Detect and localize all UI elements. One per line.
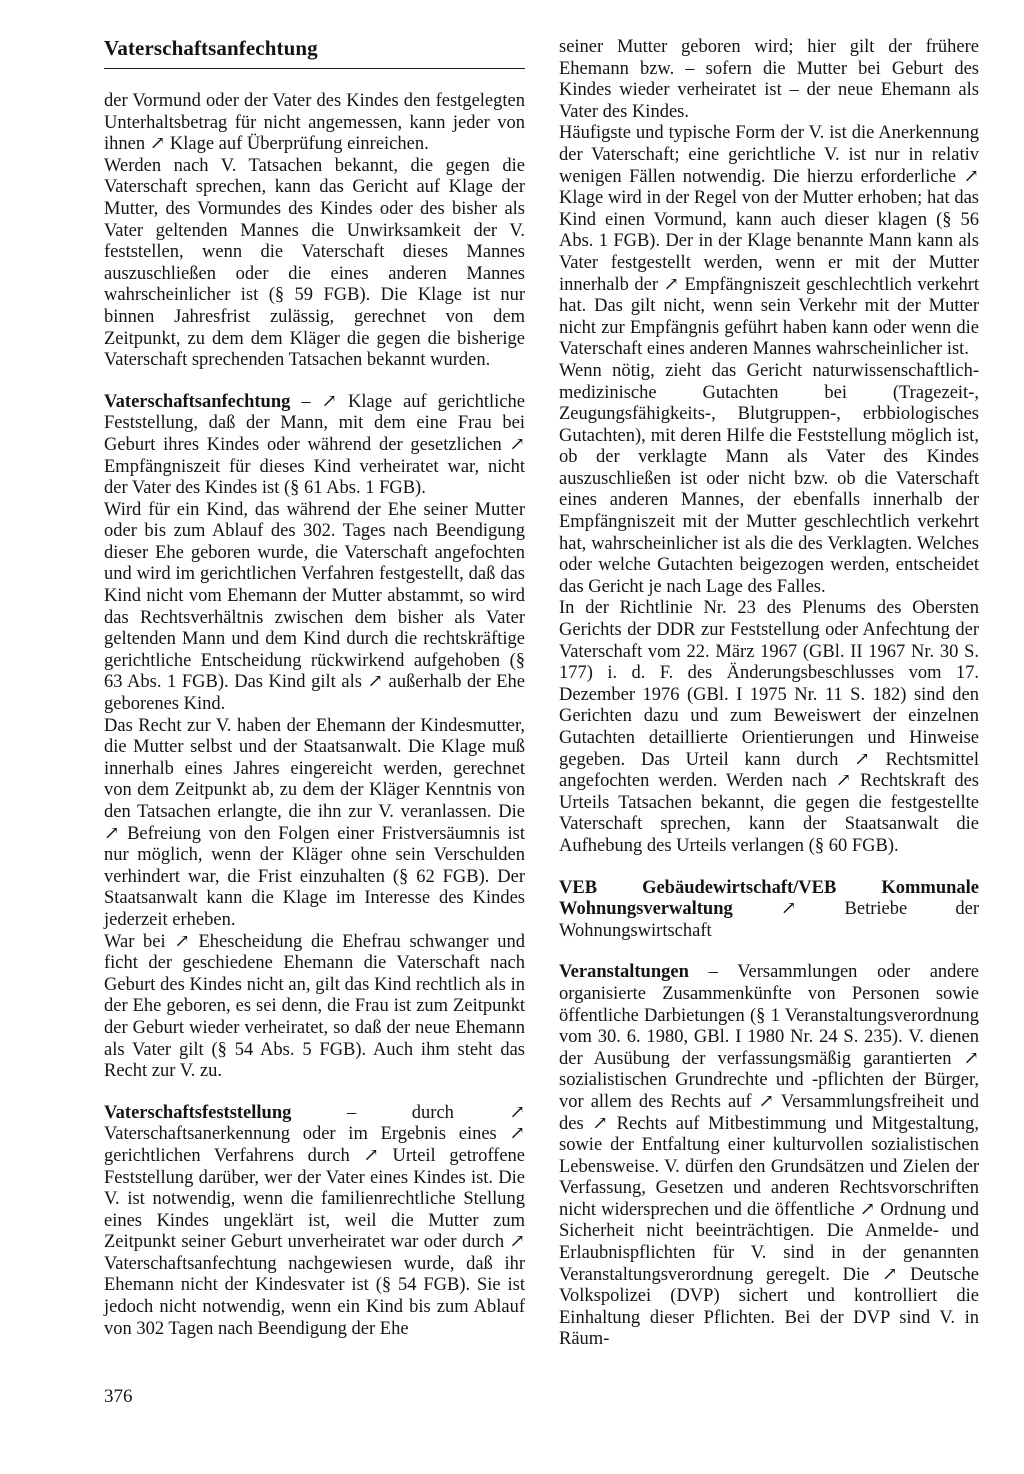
- page-number: 376: [104, 1386, 133, 1407]
- left-column: [104, 91, 525, 1340]
- paragraph: War bei ↗ Ehescheidung die Ehefrau schwanger und ficht der geschiedene Ehemann die Vaterschaft nach Geburt des Kindes nicht an, gilt das Kind rechtlich als in der Ehe geboren, es sei denn, die Frau ist zum Zeitpunkt der Geburt wieder verheiratet, so daß der neue Ehemann als Vater gilt (§ 54 Abs. 5 FGB). Auch ihm steht das Recht zur V. zu.: [104, 931, 525, 1082]
- entry-text: – durch ↗ Vaterschaftsanerkennung oder im Ergebnis eines ↗ gerichtlichen Verfahrens durch ↗ Urteil getroffene Feststellung darüber, wer der Vater eines Kindes ist. Die V. ist notwendig, wenn die familienrechtliche Stellung eines Kindes ungeklärt ist, weil die Mutter zum Zeitpunkt seiner Geburt unverheiratet war oder durch ↗ Vaterschaftsanfechtung nachgewiesen wurde, daß ihr Ehemann nicht der Kindesvater ist (§ 54 FGB). Sie ist jedoch nicht notwendig, wenn ein Kind bis zum Ablauf von 302 Tagen nach Beendigung der Ehe: [104, 1102, 525, 1339]
- entry-headword: VEB Gebäudewirtschaft/VEB Kommunale Wohnungsverwaltung: [559, 877, 979, 920]
- entry-text: – ↗ Klage auf gerichtliche Feststellung, daß der Mann, mit dem eine Frau bei Geburt ihres Kindes oder während der gesetzlichen ↗ Empfängniszeit für dieses Kind verheiratet war, nicht der Vater des Kindes ist (§ 61 Abs. 1 FGB).: [104, 391, 525, 499]
- paragraph: Wird für ein Kind, das während der Ehe seiner Mutter oder bis zum Ablauf des 302. Tages nach Beendigung dieser Ehe geboren wurde, die Vaterschaft angefochten und wird im gerichtlichen Verfahren festgestellt, daß das Kind nicht vom Ehemann der Mutter abstammt, so wird das Rechtsverhältnis zwischen dem bisher als Vater geltenden Mann und dem Kind durch die rechtskräftige gerichtliche Entscheidung rückwirkend aufgehoben (§ 63 Abs. 1 FGB). Das Kind gilt als ↗ außerhalb der Ehe geborenes Kind.: [104, 499, 525, 715]
- entry-text: ↗ Betriebe der Wohnungswirtschaft: [559, 899, 979, 941]
- paragraph: der Vormund oder der Vater des Kindes den festgelegten Unterhaltsbetrag für nicht angemessen, kann jeder von ihnen ↗ Klage auf Überprüfung einreichen.: [104, 91, 525, 155]
- entry-vaterschaftsanfechtung: [104, 392, 525, 500]
- paragraph: Häufigste und typische Form der V. ist die Anerkennung der Vaterschaft; eine gerichtliche V. ist nur in relativ wenigen Fällen notwendig. Die hierzu erforderliche ↗ Klage wird in der Regel von der Mutter erhoben; hat das Kind einen Vormund, kann auch dieser klagen (§ 56 Abs. 1 FGB). Der in der Klage benannte Mann kann als Vater festgestellt werden, wenn er mit der Mutter innerhalb der ↗ Empfängniszeit geschlechtlich verkehrt hat. Das gilt nicht, wenn sein Verkehr mit der Mutter nicht zur Empfängnis geführt haben kann oder wenn die Vaterschaft eines anderen Mannes wahrscheinlicher ist.: [559, 123, 979, 360]
- running-head-title: Vaterschaftsanfechtung: [104, 36, 318, 60]
- entry-headword: Veranstaltungen: [559, 962, 689, 983]
- entry-veb-gebaeudewirtschaft: [559, 878, 979, 943]
- right-column: [559, 37, 979, 1351]
- paragraph: In der Richtlinie Nr. 23 des Plenums des Obersten Gerichts der DDR zur Feststellung oder Anfechtung der Vaterschaft vom 22. März 1967 (GBl. II 1967 Nr. 30 S. 177) i. d. F. des Änderungsbeschlusses vom 17. Dezember 1976 (GBl. I 1975 Nr. 11 S. 182) sind den Gerichten dazu und zum Beweiswert der einzelnen Gutachten detaillierte Orientierungen und Hinweise gegeben. Das Urteil kann durch ↗ Rechtsmittel angefochten werden. Werden nach ↗ Rechtskraft des Urteils Tatsachen bekannt, die gegen die festgestellte Vaterschaft sprechen, kann der Staatsanwalt die Aufhebung des Urteils verlangen (§ 60 FGB).: [559, 598, 979, 856]
- entry-headword: Vaterschaftsanfechtung: [104, 391, 291, 412]
- paragraph: seiner Mutter geboren wird; hier gilt der frühere Ehemann bzw. – sofern die Mutter bei Geburt des Kindes wieder verheiratet ist – der neue Ehemann als Vater des Kindes.: [559, 37, 979, 122]
- header-rule: [104, 68, 525, 69]
- paragraph: Werden nach V. Tatsachen bekannt, die gegen die Vaterschaft sprechen, kann das Gericht auf Klage der Mutter, des Vormundes des Kindes oder des bisher als Vater geltenden Mannes die Unwirksamkeit der V. feststellen, wenn die Vaterschaft dieses Mannes auszuschließen oder die eines anderen Mannes wahrscheinlicher ist (§ 59 FGB). Die Klage ist nur binnen Jahresfrist zulässig, gerechnet von dem Zeitpunkt, zu dem dem Kläger die gegen die bisherige Vaterschaft sprechenden Tatsachen bekannt wurden.: [104, 155, 525, 371]
- paragraph: Wenn nötig, zieht das Gericht naturwissenschaftlich-medizinische Gutachten bei (Tragezeit-, Zeugungsfähigkeits-, Blutgruppen-, erbbiologisches Gutachten), mit deren Hilfe die Feststellung möglich ist, ob der verklagte Mann als Vater des Kindes auszuschließen ist oder nicht bzw. ob die Vaterschaft eines anderen Mannes, der ebenfalls innerhalb der Empfängniszeit mit der Mutter geschlechtlich verkehrt hat, wahrscheinlicher ist als die des Verklagten. Welches oder welche Gutachten beigezogen werden, entscheidet das Gericht je nach Lage des Falles.: [559, 360, 979, 597]
- entry-veranstaltungen: [559, 962, 979, 1351]
- entry-vaterschaftsfeststellung: [104, 1103, 525, 1341]
- paragraph: Das Recht zur V. haben der Ehemann der Kindesmutter, die Mutter selbst und der Staatsanwalt. Die Klage muß innerhalb eines Jahres eingereicht werden, gerechnet von dem Zeitpunkt ab, zu dem der Kläger Kenntnis von den Tatsachen erlangte, die ihn zur V. veranlassen. Die ↗ Befreiung von den Folgen einer Fristversäumnis ist nur möglich, wenn der Kläger ohne sein Verschulden verhindert war, die Frist einzuhalten (§ 62 FGB). Der Staatsanwalt kann die Klage im Interesse des Kindes jederzeit erheben.: [104, 715, 525, 930]
- entry-headword: Vaterschaftsfeststellung: [104, 1102, 292, 1123]
- entry-text: – Versammlungen oder andere organisierte Zusammenkünfte von Personen sowie öffentliche Darbietungen (§ 1 Veranstaltungsverordnung vom 30. 6. 1980, GBl. I 1980 Nr. 24 S. 235). V. dienen der Ausübung der verfassungsmäßig garantierten ↗ sozialistischen Grundrechte und -pflichten der Bürger, vor allem des Rechts auf ↗ Versammlungsfreiheit und des ↗ Rechts auf Mitbestimmung und Mitgestaltung, sowie der Entfaltung einer kulturvollen sozialistischen Lebensweise. V. dürfen den Grundsätzen und Zielen der Verfassung, Gesetzen und anderen Rechtsvorschriften nicht widersprechen und die öffentliche ↗ Ordnung und Sicherheit nicht beeinträchtigen. Die Anmelde- und Erlaubnispflichten für V. sind in der genannten Veranstaltungsverordnung geregelt. Die ↗ Deutsche Volkspolizei (DVP) sichert und kontrolliert die Einhaltung dieser Pflichten. Bei der DVP sind V. in Räum-: [559, 962, 979, 1350]
